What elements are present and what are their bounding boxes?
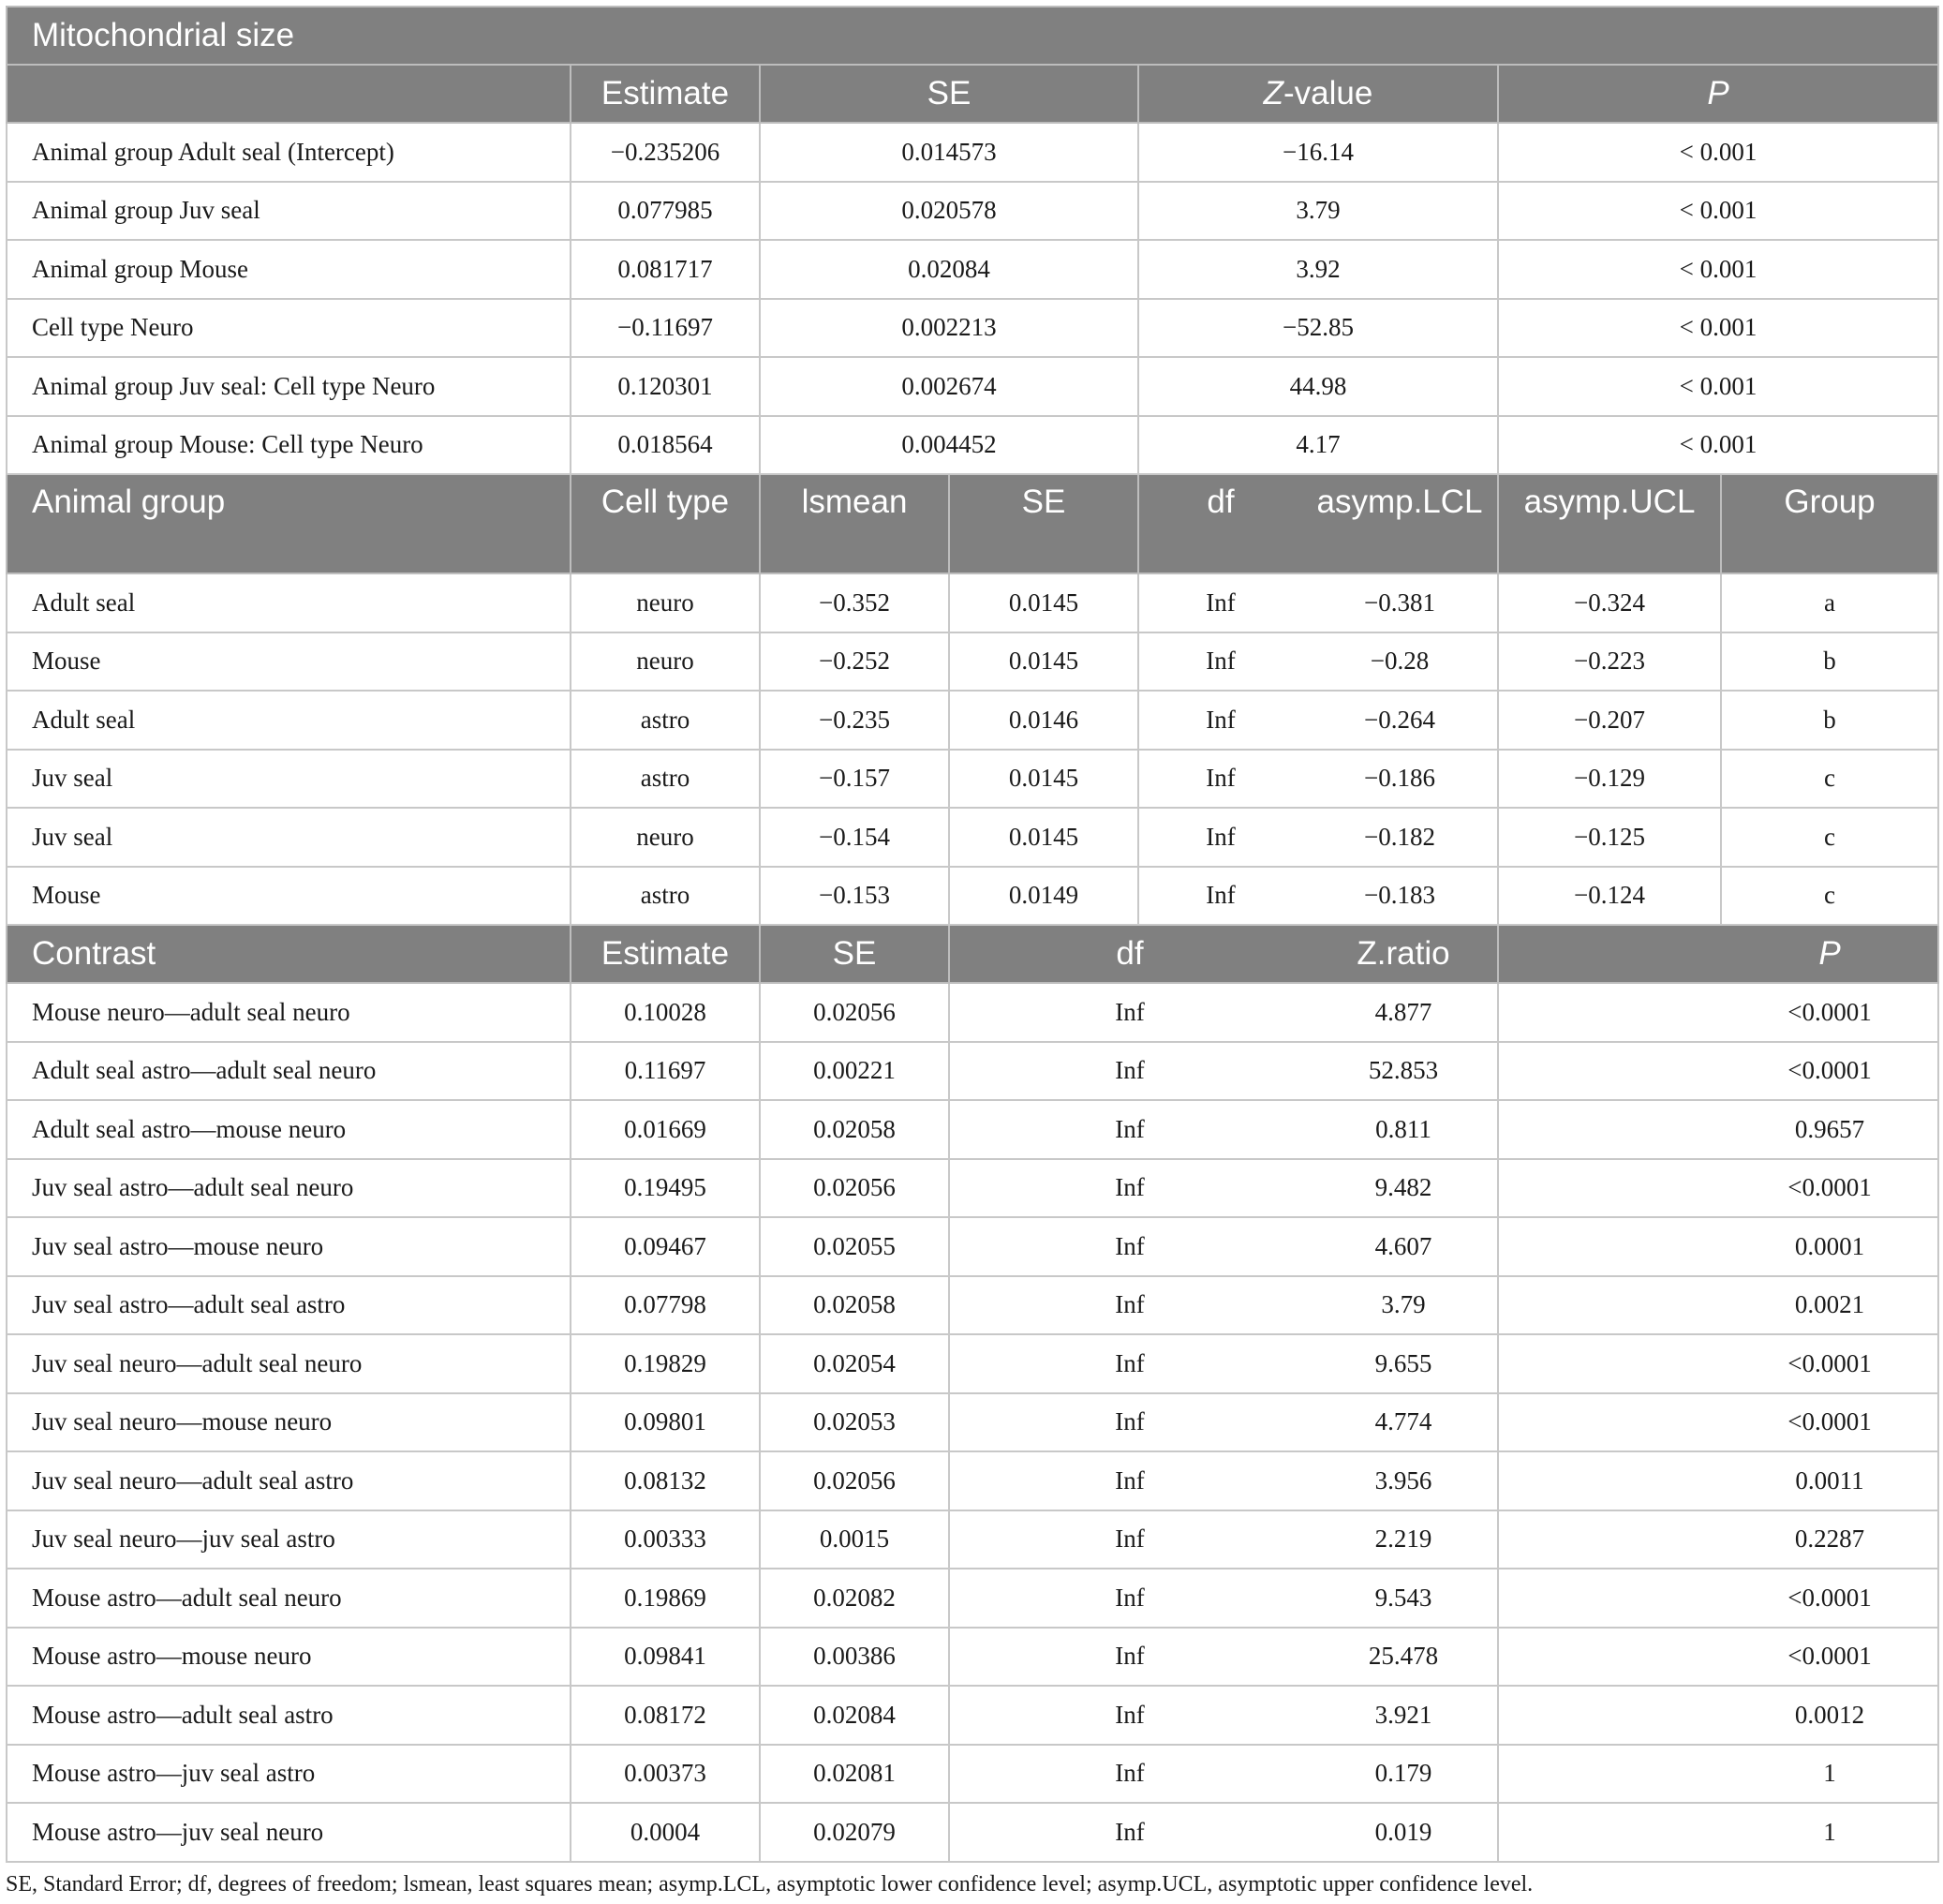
p-cell: 1 [1498,1803,1938,1862]
lcl-cell: −0.182 [1364,822,1435,851]
se-cell: 0.0015 [760,1510,949,1569]
section2-header-df: df [1207,483,1235,520]
term-cell: Animal group Juv seal [7,182,571,241]
estimate-cell: 0.08172 [571,1686,760,1745]
p-cell: <0.0001 [1498,1159,1938,1218]
mitochondrial-size-table [6,6,1939,1863]
df-cell: Inf [1206,764,1236,793]
term-cell: Animal group Juv seal: Cell type Neuro [7,357,571,416]
lsmean-cell: −0.235 [760,691,949,750]
cell-type-cell: neuro [571,632,760,692]
animal-group-cell: Juv seal [7,808,571,867]
table-row [7,867,1938,926]
p-cell: <0.0001 [1498,1334,1938,1393]
section2-header-se: SE [949,474,1138,573]
cell-type-cell: astro [571,691,760,750]
zratio-cell: 25.478 [1368,1642,1439,1671]
table-row [7,1042,1938,1101]
se-cell: 0.02084 [760,240,1138,299]
estimate-cell: 0.018564 [571,416,760,475]
section3-header-contrast: Contrast [7,925,571,983]
se-cell: 0.002674 [760,357,1138,416]
ucl-cell: −0.125 [1498,808,1721,867]
group-cell: c [1721,808,1938,867]
df-lcl-cell [1138,691,1498,750]
table-row [7,1628,1938,1687]
p-cell: < 0.001 [1498,357,1938,416]
table-row [7,182,1938,241]
se-cell: 0.020578 [760,182,1138,241]
section1-header-se: SE [760,65,1138,123]
df-zratio-cell [949,1393,1498,1452]
lsmean-cell: −0.153 [760,867,949,926]
df-cell: Inf [1115,1759,1145,1788]
df-zratio-cell [949,1159,1498,1218]
contrast-cell: Juv seal neuro—adult seal neuro [7,1334,571,1393]
se-cell: 0.0146 [949,691,1138,750]
p-cell: 0.9657 [1498,1100,1938,1159]
df-cell: Inf [1115,1173,1145,1202]
zvalue-cell: 44.98 [1138,357,1498,416]
p-cell: < 0.001 [1498,182,1938,241]
section2-header-group: Group [1721,474,1938,573]
zratio-cell: 9.655 [1374,1348,1432,1377]
contrast-cell: Mouse astro—adult seal neuro [7,1569,571,1628]
se-cell: 0.02054 [760,1334,949,1393]
se-cell: 0.0145 [949,632,1138,692]
section1-header-p: P [1498,65,1938,123]
table-row [7,1569,1938,1628]
estimate-cell: 0.08132 [571,1451,760,1510]
estimate-cell: 0.10028 [571,983,760,1042]
ucl-cell: −0.124 [1498,867,1721,926]
df-zratio-cell [949,1510,1498,1569]
table-row [7,1745,1938,1804]
table-row [7,1686,1938,1745]
section1-header-row [7,65,1938,123]
animal-group-cell: Mouse [7,867,571,926]
p-cell: <0.0001 [1498,1569,1938,1628]
table-row [7,123,1938,182]
zratio-cell: 0.019 [1374,1817,1432,1846]
estimate-cell: 0.00333 [571,1510,760,1569]
ucl-cell: −0.324 [1498,573,1721,632]
estimate-cell: 0.081717 [571,240,760,299]
se-cell: 0.002213 [760,299,1138,358]
group-cell: a [1721,573,1938,632]
contrast-cell: Juv seal neuro—adult seal astro [7,1451,571,1510]
term-cell: Cell type Neuro [7,299,571,358]
contrast-cell: Mouse astro—juv seal astro [7,1745,571,1804]
contrast-cell: Juv seal neuro—juv seal astro [7,1510,571,1569]
zratio-cell: 0.811 [1375,1114,1431,1143]
df-cell: Inf [1206,822,1236,851]
se-cell: 0.02053 [760,1393,949,1452]
estimate-cell: 0.077985 [571,182,760,241]
section3-header-zratio: Z.ratio [1357,935,1450,972]
p-cell: <0.0001 [1498,1393,1938,1452]
lcl-cell: −0.264 [1364,705,1435,734]
group-cell: c [1721,750,1938,809]
table-row [7,808,1938,867]
cell-type-cell: neuro [571,808,760,867]
estimate-cell: 0.19869 [571,1569,760,1628]
df-zratio-cell [949,1569,1498,1628]
df-cell: Inf [1206,881,1236,910]
estimate-cell: 0.09841 [571,1628,760,1687]
se-cell: 0.02056 [760,1451,949,1510]
table-row [7,240,1938,299]
table-row [7,1393,1938,1452]
section3-header-p: P [1498,925,1938,983]
estimate-cell: 0.11697 [571,1042,760,1101]
se-cell: 0.02058 [760,1100,949,1159]
table-row [7,1159,1938,1218]
p-cell: 0.0001 [1498,1217,1938,1276]
table-row [7,1100,1938,1159]
zvalue-cell: 3.92 [1138,240,1498,299]
lsmean-cell: −0.154 [760,808,949,867]
section3-header-row [7,925,1938,983]
lcl-cell: −0.28 [1370,647,1430,676]
df-cell: Inf [1115,1231,1145,1260]
table-row [7,1510,1938,1569]
se-cell: 0.02082 [760,1569,949,1628]
se-cell: 0.02055 [760,1217,949,1276]
se-cell: 0.0149 [949,867,1138,926]
contrast-cell: Juv seal astro—mouse neuro [7,1217,571,1276]
contrast-cell: Mouse astro—mouse neuro [7,1628,571,1687]
table-row [7,1803,1938,1862]
df-cell: Inf [1115,1642,1145,1671]
se-cell: 0.00386 [760,1628,949,1687]
ucl-cell: −0.129 [1498,750,1721,809]
se-cell: 0.014573 [760,123,1138,182]
estimate-cell: 0.07798 [571,1276,760,1335]
group-cell: c [1721,867,1938,926]
table-title: Mitochondrial size [7,7,1938,65]
zratio-cell: 3.921 [1374,1700,1432,1729]
se-cell: 0.0145 [949,750,1138,809]
estimate-cell: 0.19829 [571,1334,760,1393]
p-cell: 0.2287 [1498,1510,1938,1569]
group-cell: b [1721,632,1938,692]
p-cell: < 0.001 [1498,416,1938,475]
df-lcl-cell [1138,632,1498,692]
df-zratio-cell [949,1217,1498,1276]
estimate-cell: 0.19495 [571,1159,760,1218]
table-row [7,750,1938,809]
section2-header-asymp-lcl: asymp.LCL [1316,483,1483,520]
table-row [7,983,1938,1042]
df-cell: Inf [1115,1525,1145,1554]
se-cell: 0.02079 [760,1803,949,1862]
p-cell: 0.0012 [1498,1686,1938,1745]
df-cell: Inf [1115,1290,1145,1319]
ucl-cell: −0.223 [1498,632,1721,692]
df-lcl-cell [1138,808,1498,867]
df-cell: Inf [1206,588,1236,617]
estimate-cell: 0.09467 [571,1217,760,1276]
zratio-cell: 2.219 [1374,1525,1432,1554]
contrast-cell: Juv seal astro—adult seal neuro [7,1159,571,1218]
df-cell: Inf [1115,997,1145,1026]
df-lcl-cell [1138,867,1498,926]
df-cell: Inf [1115,1348,1145,1377]
df-cell: Inf [1206,647,1236,676]
df-lcl-cell [1138,750,1498,809]
section3-header-estimate: Estimate [571,925,760,983]
se-cell: 0.02056 [760,1159,949,1218]
df-zratio-cell [949,1042,1498,1101]
p-cell: <0.0001 [1498,983,1938,1042]
table-row [7,357,1938,416]
p-cell: < 0.001 [1498,240,1938,299]
section2-header-cell-type: Cell type [571,474,760,573]
table-title-row [7,7,1938,65]
df-zratio-cell [949,1451,1498,1510]
estimate-cell: −0.235206 [571,123,760,182]
df-zratio-cell [949,983,1498,1042]
section1-header-zvalue: Z-value [1138,65,1498,123]
zvalue-cell: 4.17 [1138,416,1498,475]
df-cell: Inf [1115,1056,1145,1085]
se-cell: 0.004452 [760,416,1138,475]
contrast-cell: Juv seal astro—adult seal astro [7,1276,571,1335]
table-row [7,632,1938,692]
df-cell: Inf [1206,705,1236,734]
table-row [7,1217,1938,1276]
zratio-cell: 9.543 [1374,1583,1432,1612]
section3-header-se: SE [760,925,949,983]
section2-header-row [7,474,1938,573]
cell-type-cell: astro [571,867,760,926]
df-zratio-cell [949,1334,1498,1393]
group-cell: b [1721,691,1938,750]
zratio-cell: 4.607 [1374,1231,1432,1260]
df-zratio-cell [949,1276,1498,1335]
lcl-cell: −0.186 [1364,764,1435,793]
se-cell: 0.02081 [760,1745,949,1804]
estimate-cell: 0.0004 [571,1803,760,1862]
df-cell: Inf [1115,1114,1145,1143]
se-cell: 0.02058 [760,1276,949,1335]
zvalue-cell: −16.14 [1138,123,1498,182]
df-zratio-cell [949,1628,1498,1687]
section1-header-blank [7,65,571,123]
lcl-cell: −0.183 [1364,881,1435,910]
zratio-cell: 0.179 [1374,1759,1432,1788]
section1-header-estimate: Estimate [571,65,760,123]
contrast-cell: Adult seal astro—adult seal neuro [7,1042,571,1101]
contrast-cell: Juv seal neuro—mouse neuro [7,1393,571,1452]
p-cell: <0.0001 [1498,1628,1938,1687]
lsmean-cell: −0.252 [760,632,949,692]
se-cell: 0.02084 [760,1686,949,1745]
zratio-cell: 52.853 [1368,1056,1439,1085]
animal-group-cell: Juv seal [7,750,571,809]
contrast-cell: Mouse neuro—adult seal neuro [7,983,571,1042]
zratio-cell: 9.482 [1374,1173,1432,1202]
p-cell: < 0.001 [1498,123,1938,182]
df-zratio-cell [949,1745,1498,1804]
se-cell: 0.02056 [760,983,949,1042]
table-footnote: SE, Standard Error; df, degrees of freedom; lsmean, least squares mean; asymp.LCL, asymptotic lower confidence level; asymp.UCL, asymptotic upper confidence level. [6,1872,1534,1897]
contrast-cell: Mouse astro—juv seal neuro [7,1803,571,1862]
contrast-cell: Adult seal astro—mouse neuro [7,1100,571,1159]
table-row [7,299,1938,358]
estimate-cell: 0.120301 [571,357,760,416]
df-zratio-cell [949,1803,1498,1862]
se-cell: 0.0145 [949,808,1138,867]
df-cell: Inf [1115,1817,1145,1846]
se-cell: 0.0145 [949,573,1138,632]
zratio-cell: 4.774 [1374,1407,1432,1436]
term-cell: Animal group Mouse [7,240,571,299]
df-zratio-cell [949,1686,1498,1745]
df-cell: Inf [1115,1583,1145,1612]
zratio-cell: 3.79 [1381,1290,1426,1319]
estimate-cell: 0.09801 [571,1393,760,1452]
estimate-cell: 0.01669 [571,1100,760,1159]
df-cell: Inf [1115,1465,1145,1495]
section2-header-animal-group: Animal group [7,474,571,573]
lsmean-cell: −0.157 [760,750,949,809]
contrast-cell: Mouse astro—adult seal astro [7,1686,571,1745]
p-cell: 1 [1498,1745,1938,1804]
animal-group-cell: Mouse [7,632,571,692]
table-row [7,573,1938,632]
table-row [7,1334,1938,1393]
p-cell: 0.0011 [1498,1451,1938,1510]
cell-type-cell: neuro [571,573,760,632]
term-cell: Animal group Mouse: Cell type Neuro [7,416,571,475]
estimate-cell: −0.11697 [571,299,760,358]
table-row [7,1451,1938,1510]
section2-header-df-lcl [1138,474,1498,573]
lcl-cell: −0.381 [1364,588,1435,617]
df-zratio-cell [949,1100,1498,1159]
section2-header-lsmean: lsmean [760,474,949,573]
zratio-cell: 3.956 [1374,1465,1432,1495]
p-cell: <0.0001 [1498,1042,1938,1101]
p-cell: 0.0021 [1498,1276,1938,1335]
zvalue-cell: 3.79 [1138,182,1498,241]
table-row [7,1276,1938,1335]
estimate-cell: 0.00373 [571,1745,760,1804]
lsmean-cell: −0.352 [760,573,949,632]
table-row [7,416,1938,475]
zvalue-cell: −52.85 [1138,299,1498,358]
table-row [7,691,1938,750]
se-cell: 0.00221 [760,1042,949,1101]
cell-type-cell: astro [571,750,760,809]
section2-header-asymp-ucl: asymp.UCL [1498,474,1721,573]
ucl-cell: −0.207 [1498,691,1721,750]
animal-group-cell: Adult seal [7,691,571,750]
section3-header-df: df [1116,935,1144,972]
section3-header-df-ratio [949,925,1498,983]
zratio-cell: 4.877 [1374,997,1432,1026]
df-lcl-cell [1138,573,1498,632]
df-cell: Inf [1115,1407,1145,1436]
df-cell: Inf [1115,1700,1145,1729]
p-cell: < 0.001 [1498,299,1938,358]
term-cell: Animal group Adult seal (Intercept) [7,123,571,182]
animal-group-cell: Adult seal [7,573,571,632]
